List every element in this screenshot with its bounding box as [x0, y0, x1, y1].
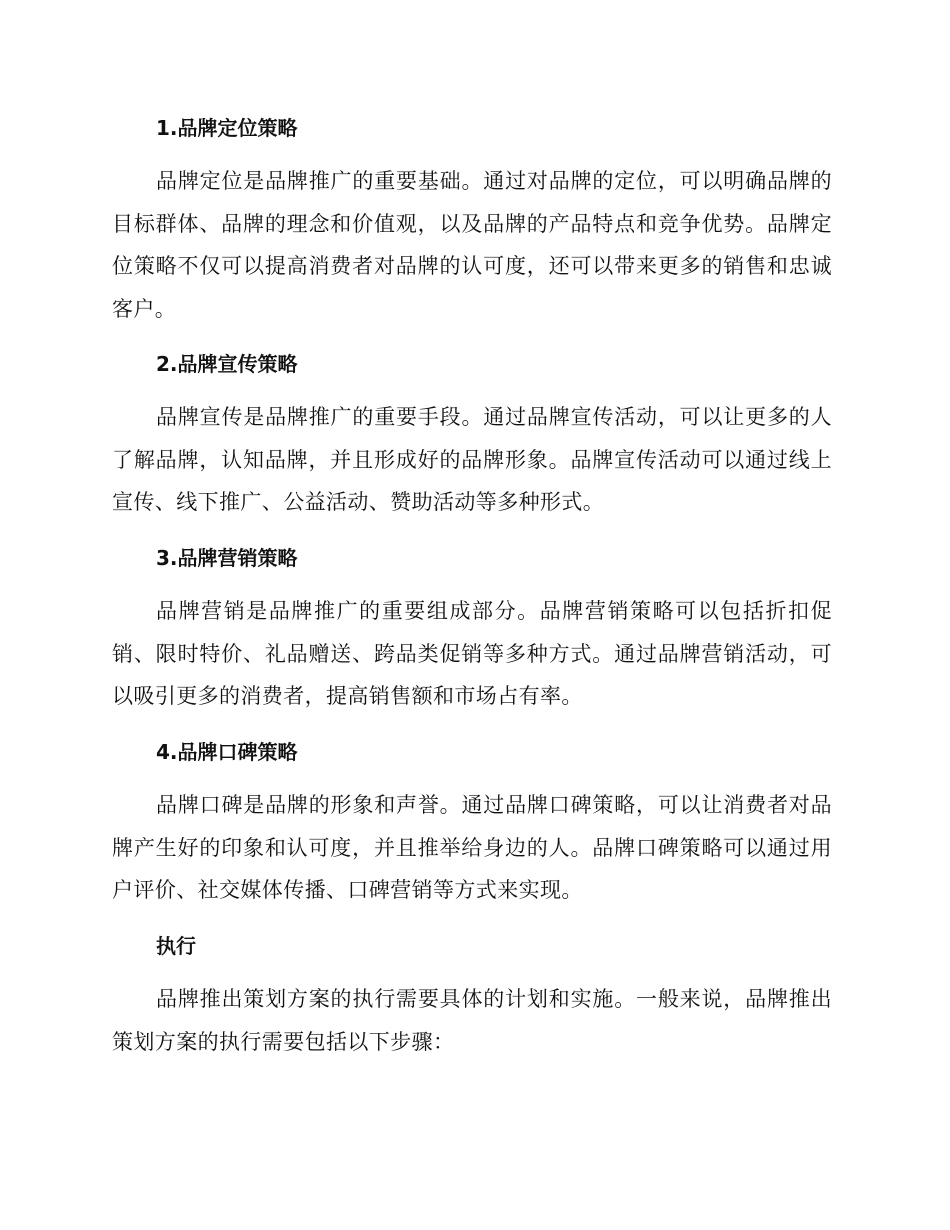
- section-body-brand-promotion: 品牌宣传是品牌推广的重要手段。通过品牌宣传活动，可以让更多的人了解品牌，认知品牌，并且形成好的品牌形象。品牌宣传活动可以通过线上宣传、线下推广、公益活动、赞助活动等多种形式。: [112, 405, 832, 514]
- section-heading-brand-promotion: 2.品牌宣传策略: [156, 352, 298, 376]
- section-heading-brand-marketing: 3.品牌营销策略: [156, 546, 298, 570]
- section-heading-brand-positioning: 1.品牌定位策略: [156, 116, 298, 140]
- section-body-brand-positioning: 品牌定位是品牌推广的重要基础。通过对品牌的定位，可以明确品牌的目标群体、品牌的理念和价值观，以及品牌的产品特点和竞争优势。品牌定位策略不仅可以提高消费者对品牌的认可度，还可以带来更多的销售和忠诚客户。: [112, 169, 832, 321]
- section-heading-brand-reputation: 4.品牌口碑策略: [156, 740, 298, 764]
- section-heading-execution: 执行: [156, 934, 196, 958]
- section-body-brand-marketing: 品牌营销是品牌推广的重要组成部分。品牌营销策略可以包括折扣促销、限时特价、礼品赠送、跨品类促销等多种方式。通过品牌营销活动，可以吸引更多的消费者，提高销售额和市场占有率。: [112, 599, 832, 708]
- section-body-execution: 品牌推出策划方案的执行需要具体的计划和实施。一般来说，品牌推出策划方案的执行需要包括以下步骤：: [112, 987, 832, 1054]
- section-body-brand-reputation: 品牌口碑是品牌的形象和声誉。通过品牌口碑策略，可以让消费者对品牌产生好的印象和认可度，并且推举给身边的人。品牌口碑策略可以通过用户评价、社交媒体传播、口碑营销等方式来实现。: [112, 793, 832, 902]
